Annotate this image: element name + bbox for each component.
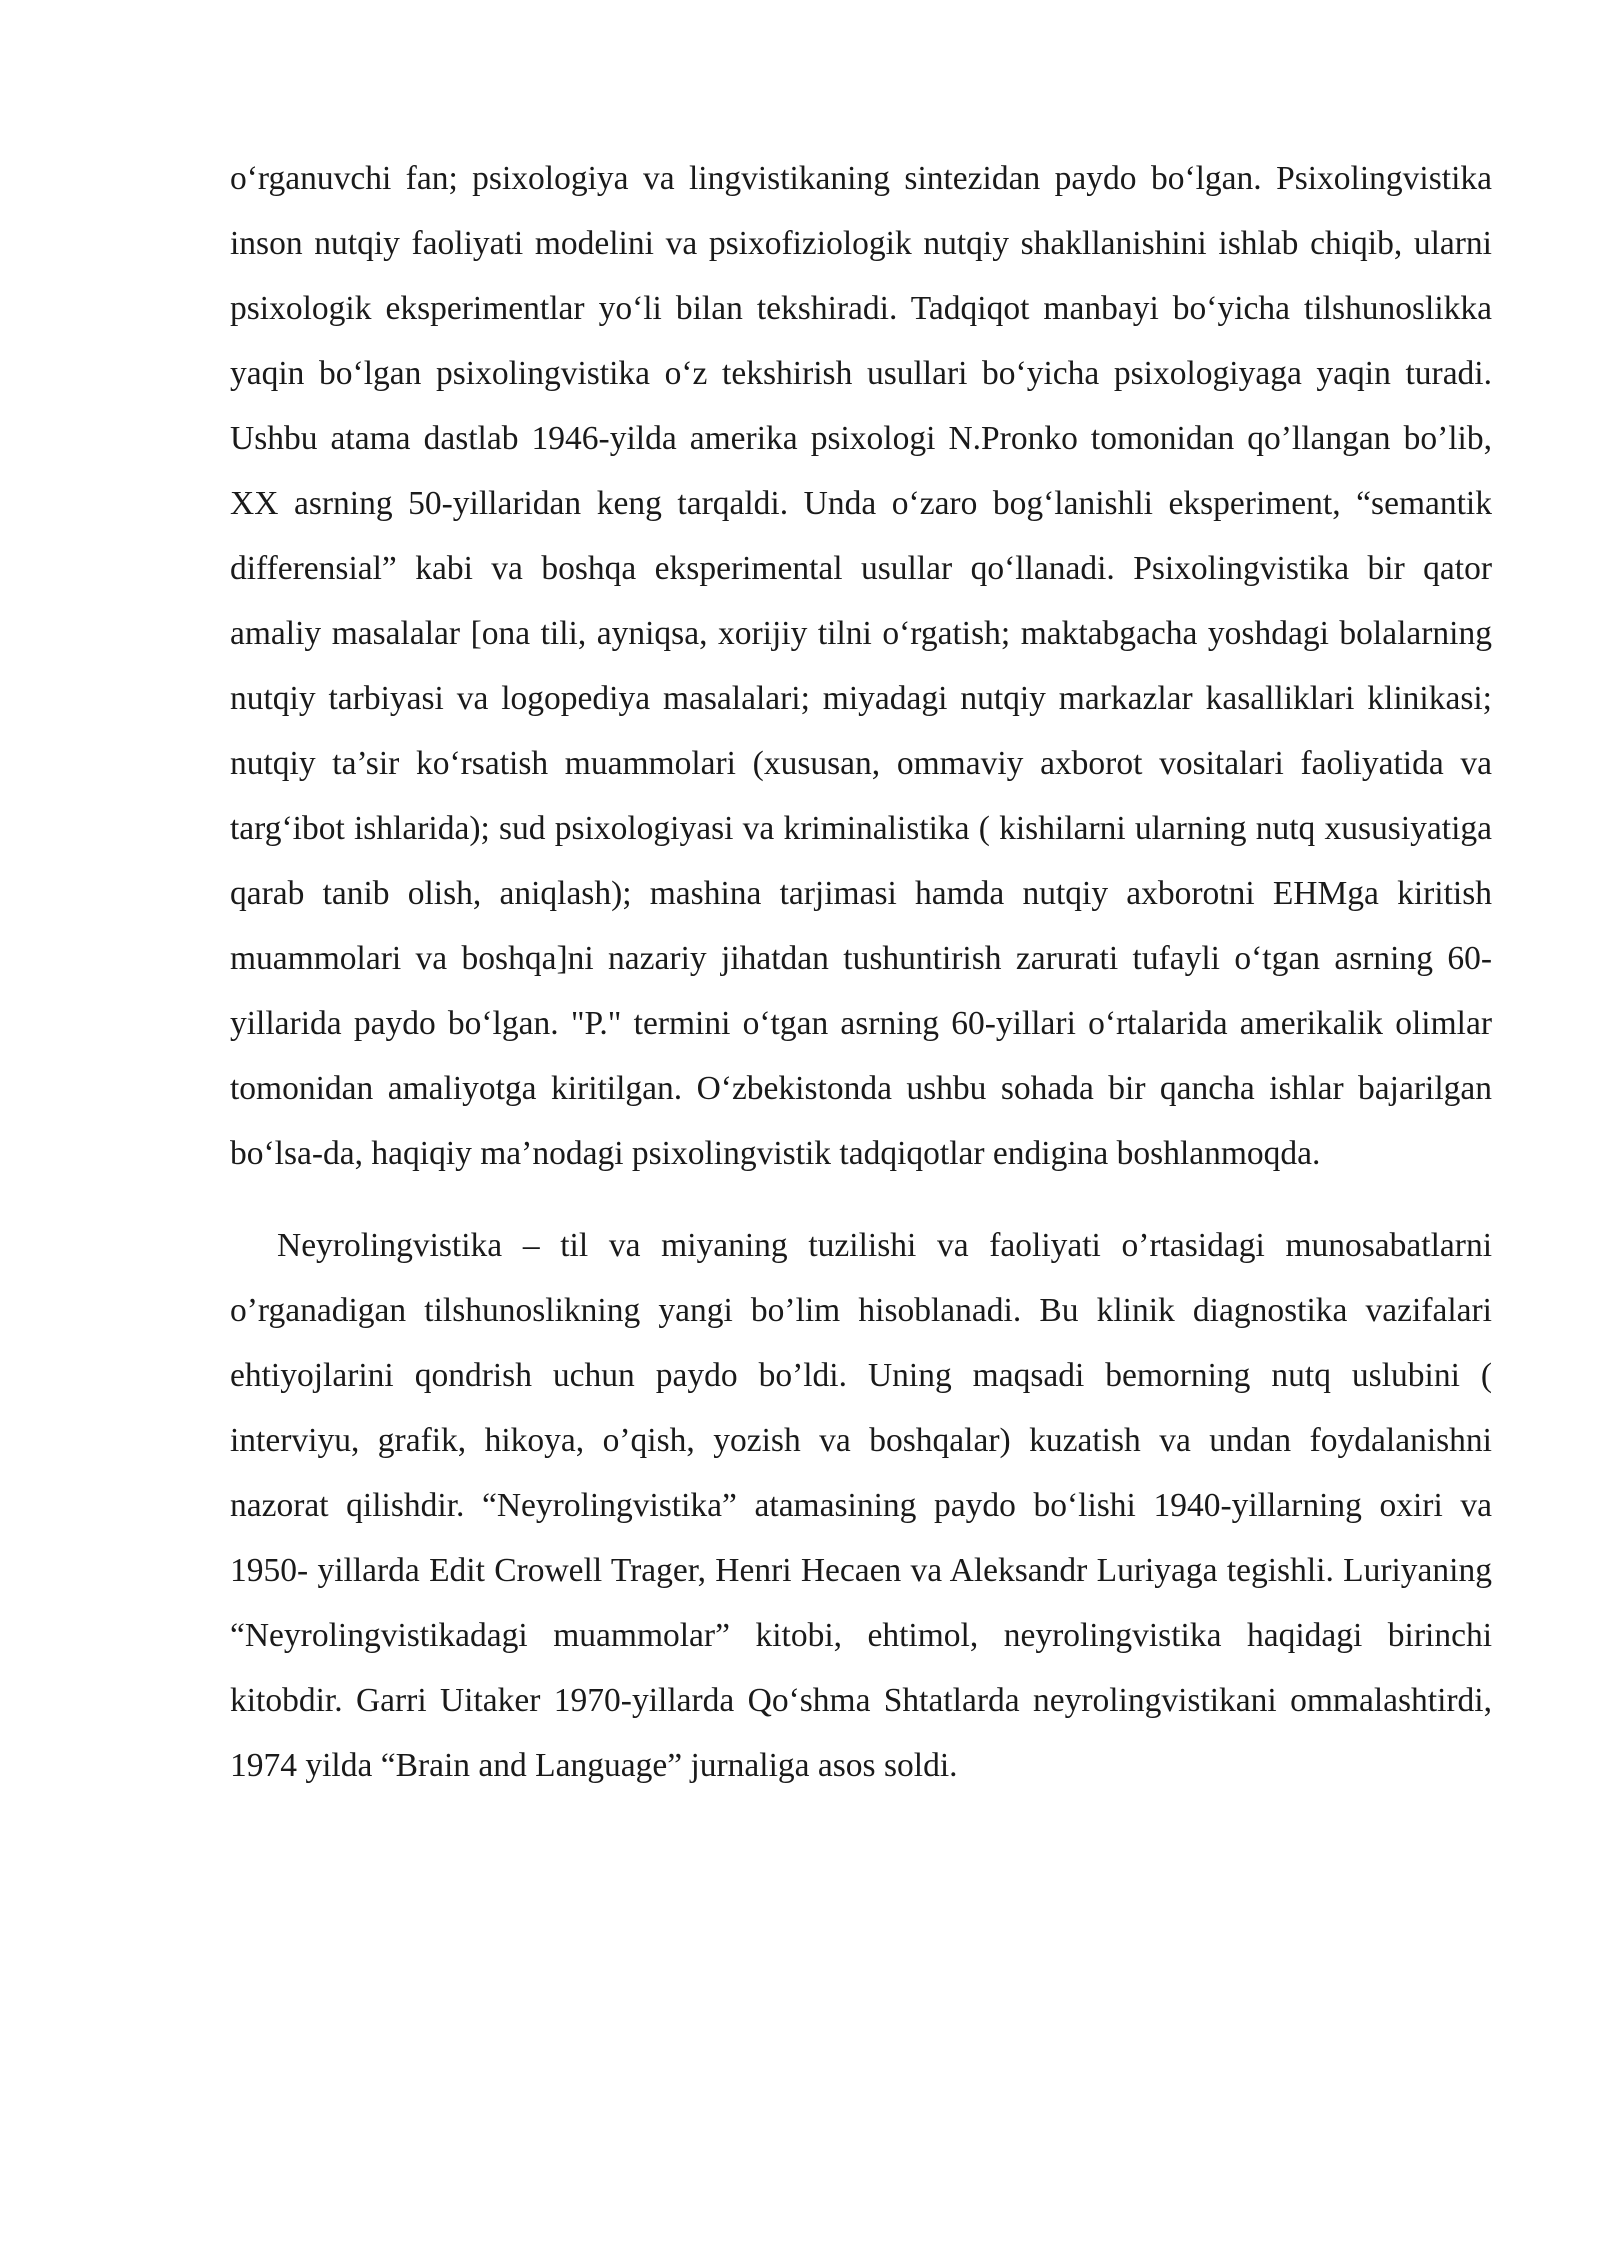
paragraph-psycholinguistics: o‘rganuvchi fan; psixologiya va lingvistikaning sintezidan paydo bo‘lgan. Psixolingvistika inson nutqiy faoliyati modelini va psixofiziologik nutqiy shakllanishini ishlab chiqib, ularni psixologik eksperimentlar yo‘li bilan tekshiradi. Tadqiqot manbayi bo‘yicha tilshunoslikka yaqin bo‘lgan psixolingvistika o‘z tekshirish usullari bo‘yicha psixologiyaga yaqin turadi. Ushbu atama dastlab 1946-yilda amerika psixologi N.Pronko tomonidan qo’llangan bo’lib, XX asrning 50-yillaridan keng tarqaldi. Unda o‘zaro bog‘lanishli eksperiment, “semantik differensial” kabi va boshqa eksperimental usullar qo‘llanadi. Psixolingvistika bir qator amaliy masalalar [ona tili, ayniqsa, xorijiy tilni o‘rgatish; maktabgacha yoshdagi bolalarning nutqiy tarbiyasi va logopediya masalalari; miyadagi nutqiy markazlar kasalliklari klinikasi; nutqiy ta’sir ko‘rsatish muammolari (xususan, ommaviy axborot vositalari faoliyatida va targ‘ibot ishlarida); sud psixologiyasi va kriminalistika ( kishilarni ularning nutq xususiyatiga qarab tanib olish, aniqlash); mashina tarjimasi hamda nutqiy axborotni EHMga kiritish muammolari va boshqa]ni nazariy jihatdan tushuntirish zarurati tufayli o‘tgan asrning 60-yillarida paydo bo‘lgan. "P." termini o‘tgan asrning 60-yillari o‘rtalarida amerikalik olimlar tomonidan amaliyotga kiritilgan. O‘zbekistonda ushbu sohada bir qancha ishlar bajarilgan bo‘lsa-da, haqiqiy ma’nodagi psixolingvistik tadqiqotlar endigina boshlanmoqda. bbox=[230, 160, 1492, 1172]
document-body bbox=[230, 146, 1492, 1798]
paragraph-neurolinguistics: Neyrolingvistika – til va miyaning tuzilishi va faoliyati o’rtasidagi munosabatlarni o’rganadigan tilshunoslikning yangi bo’lim hisoblanadi. Bu klinik diagnostika vazifalari ehtiyojlarini qondrish uchun paydo bo’ldi. Uning maqsadi bemorning nutq uslubini ( interviyu, grafik, hikoya, o’qish, yozish va boshqalar) kuzatish va undan foydalanishni nazorat qilishdir. “Neyrolingvistika” atamasining paydo bo‘lishi 1940-yillarning oxiri va 1950- yillarda Edit Crowell Trager, Henri Hecaen va Aleksandr Luriyaga tegishli. Luriyaning “Neyrolingvistikadagi muammolar” kitobi, ehtimol, neyrolingvistika haqidagi birinchi kitobdir. Garri Uitaker 1970-yillarda Qo‘shma Shtatlarda neyrolingvistikani ommalashtirdi, 1974 yilda “Brain and Language” jurnaliga asos soldi. bbox=[230, 1227, 1492, 1784]
